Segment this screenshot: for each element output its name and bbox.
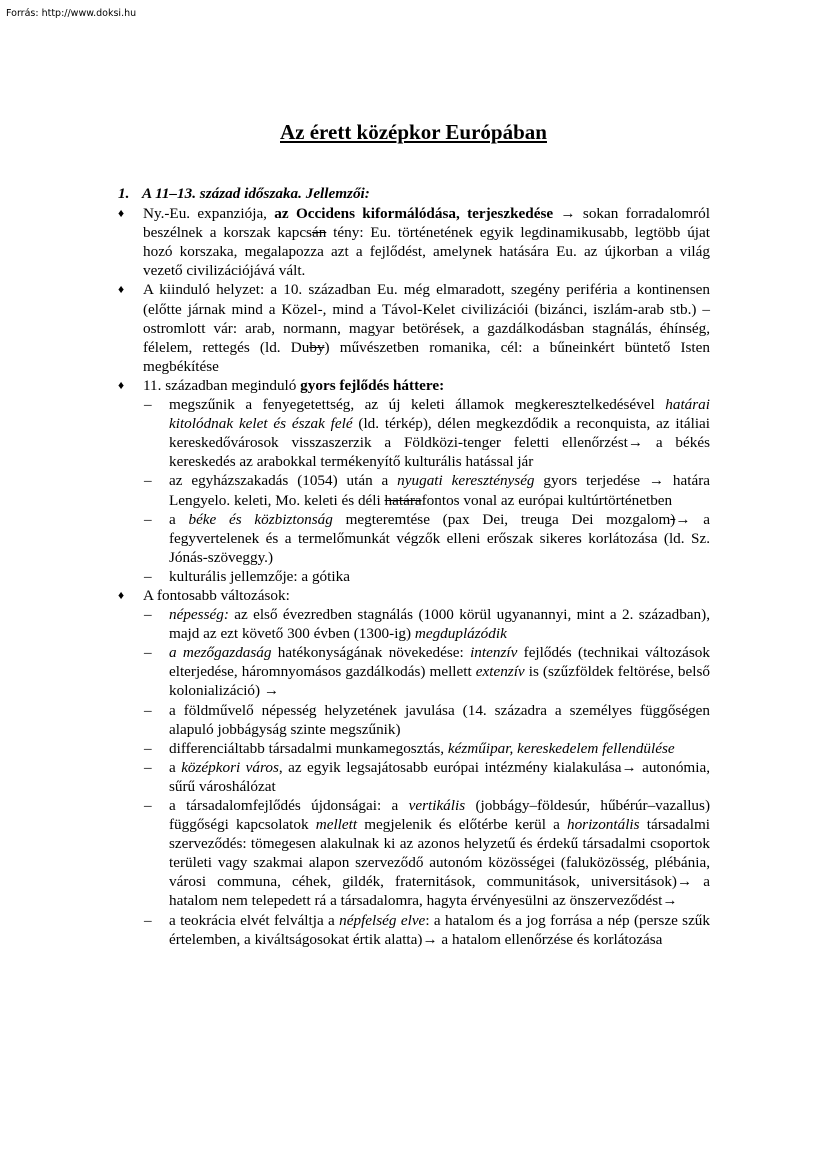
sub-item-agriculture	[118, 643, 710, 700]
bullet-item-starting-situation	[118, 280, 710, 375]
dash-bullet: –	[144, 644, 152, 662]
section-heading	[118, 184, 710, 203]
text-span: megszűnik a fenyegetettség, az új keleti államok megkeresztelkedésével	[169, 396, 666, 414]
italic-phrase: kézműipar, kereskedelem fellendülése	[447, 739, 675, 757]
section-number: 1.	[118, 185, 130, 202]
text-span: az egyházszakadás (1054) után a	[169, 472, 398, 490]
dash-bullet: –	[144, 396, 152, 414]
text-span: , az egyik legsajátosabb európai intézmény kialakulása→ autonómia, sűrű városhálózat	[169, 758, 710, 795]
text-span: megjelenik és előtérbe kerül a	[357, 816, 567, 834]
text-span: hatékonyságának növekedése:	[271, 644, 471, 662]
sub-item-peace	[118, 510, 710, 567]
italic-phrase: népesség:	[169, 606, 229, 624]
dash-bullet: –	[144, 911, 152, 929]
bullet-item-expansion	[118, 204, 710, 280]
text-span: : a hatalom és a jog forrása a nép (persze szűk értelemben, a kiváltságosokat értik alatta)→ a hatalom ellenőrzése és korlátozása	[169, 911, 710, 948]
page-title: Az érett középkor Európában	[280, 120, 547, 144]
text-span: → a fegyvertelenek és a termelőmunkát végzők elleni erőszak sikeres korlátozása (ld. Sz. Jónás-szöveggy.)	[169, 510, 710, 566]
text-span: is (szűzföldek feltörése, belső kolonializáció) →	[169, 663, 710, 700]
italic-phrase: intenzív	[470, 644, 518, 662]
text-span: A kiinduló helyzet: a 10. században Eu. még elmaradott, szegény periféria a kontinensen (előtte járnak mind a Közel-, mind a Távol-Kelet civilizációi (bizánci, iszlám-arab stb.) – ostromlott vár: arab, normann, magyar betörések, a gazdálkodásban stagnálás, éhínség, félelem, rettegés (ld. Du	[143, 281, 710, 356]
sub-item-division-of-labour	[118, 739, 710, 758]
text-span: az első évezredben stagnálás (1000 körül ugyanannyi, mint a 2. században), majd az ezt követő 300 évben (1300-ig)	[169, 606, 710, 643]
diamond-bullet-icon: ♦	[118, 377, 125, 392]
sub-item-medieval-town	[118, 758, 710, 796]
text-span: (ld. térkép), délen megkezdődik a reconquista, az itáliai kereskedővárosok visszaszerzik a Földközi-tenger feletti ellenőrzést→ a békés kereskedés az arabokkal termékenyítő kulturális hatással jár	[169, 415, 711, 471]
italic-phrase: mellett	[315, 816, 358, 834]
italic-phrase: középkori város	[181, 758, 279, 776]
dash-bullet: –	[144, 606, 152, 624]
struck-text: án	[311, 224, 327, 242]
dash-bullet: –	[144, 739, 152, 757]
text-span: a teokrácia elvét felváltja a	[169, 911, 340, 929]
bullet-item-changes	[118, 586, 710, 605]
text-span: társadalmi szerveződés: tömegesen alakulnak ki az azonos helyzetű és érdekű társadalmi csoportok területi vagy szakmai alapon szerveződő autonóm közösségei (faluközösség, plébánia, városi communa, céhek, gildék, fraternitások, communitások, universitások)→ a hatalom nem telepedett rá a társadalomra, hagyta érvényesülni az önszerveződést→	[169, 816, 710, 910]
section-title: A 11–13. század időszaka. Jellemzői:	[142, 185, 370, 202]
italic-phrase: horizontális	[566, 816, 640, 834]
text-span: (jobbágy–földesúr, hűbérúr–vazallus) függőségi kapcsolatok	[169, 797, 710, 834]
text-span: a földművelő népesség helyzetének javulása (14. századra a személyes függőségen alapuló jobbágyság szinte megszűnik)	[169, 701, 710, 738]
text-span: 11. században meginduló	[143, 376, 301, 394]
sub-item-peasantry	[118, 701, 710, 739]
text-span: differenciáltabb társadalmi munkamegosztás,	[169, 739, 448, 757]
italic-phrase: nyugati kereszténység	[397, 472, 535, 490]
text-span: fejlődés (technikai változások elterjedése, háromnyomásos gazdálkodás) mellett	[169, 644, 710, 681]
text-span: a	[169, 510, 189, 528]
dash-bullet: –	[144, 758, 152, 776]
text-span: gyors terjedése → határa Lengyelo. keleti, Mo. keleti és déli	[169, 472, 710, 509]
document-body	[118, 184, 710, 949]
sub-item-popular-sovereignty	[118, 911, 710, 949]
text-span: a	[169, 758, 182, 776]
text-span: Ny.-Eu. expanziója,	[143, 205, 275, 223]
dash-bullet: –	[144, 510, 152, 528]
struck-text: határa	[384, 491, 422, 509]
diamond-bullet-icon: ♦	[118, 206, 125, 221]
text-span: kulturális jellemzője: a gótika	[169, 567, 350, 585]
struck-text: by	[309, 338, 325, 356]
sub-item-population	[118, 605, 710, 643]
dash-bullet: –	[144, 797, 152, 814]
struck-text: )	[670, 510, 676, 528]
sub-item-social-development	[118, 796, 710, 911]
italic-phrase: a mezőgazdaság	[169, 644, 272, 662]
text-span: fontos vonal az európai kultúrtörténetben	[421, 491, 673, 509]
italic-phrase: vertikális	[408, 797, 466, 814]
diamond-bullet-icon: ♦	[118, 282, 125, 297]
dash-bullet: –	[144, 701, 152, 719]
dash-bullet: –	[144, 567, 152, 585]
diamond-bullet-icon: ♦	[118, 587, 125, 602]
sub-item-threat-ends	[118, 395, 710, 471]
italic-phrase: megduplázódik	[414, 625, 507, 643]
sub-item-gothic	[118, 567, 710, 586]
text-span: ) művészetben romanika, cél: a bűneinkért büntető Isten megbékítése	[143, 338, 710, 375]
italic-phrase: határai kitolódnak kelet és észak felé	[169, 396, 710, 433]
source-note: Forrás: http://www.doksi.hu	[6, 8, 137, 19]
bullet-item-development-background	[118, 376, 710, 395]
text-span: A fontosabb változások:	[143, 586, 290, 604]
italic-phrase: népfelség elve	[339, 911, 426, 929]
italic-phrase: extenzív	[475, 663, 525, 681]
dash-bullet: –	[144, 472, 152, 490]
sub-item-schism	[118, 471, 710, 509]
bold-phrase: gyors fejlődés háttere:	[300, 376, 445, 394]
text-span: megteremtése (pax Dei, treuga Dei mozgalom	[332, 510, 671, 528]
text-span: a társadalomfejlődés újdonságai: a	[169, 797, 409, 814]
italic-phrase: béke és közbiztonság	[188, 510, 333, 528]
text-span: tény: Eu. történetének egyik legdinamikusabb, legtöbb újat hozó korszaka, megalapozza azt a fejlődést, amelynek hatására Eu. az újkorban a világ vezető civilizációjává vált.	[143, 224, 710, 280]
text-span: → sokan forradalomról beszélnek a korszak kapcs	[143, 205, 711, 242]
bold-phrase: az Occidens kiformálódása, terjeszkedése	[274, 205, 554, 223]
